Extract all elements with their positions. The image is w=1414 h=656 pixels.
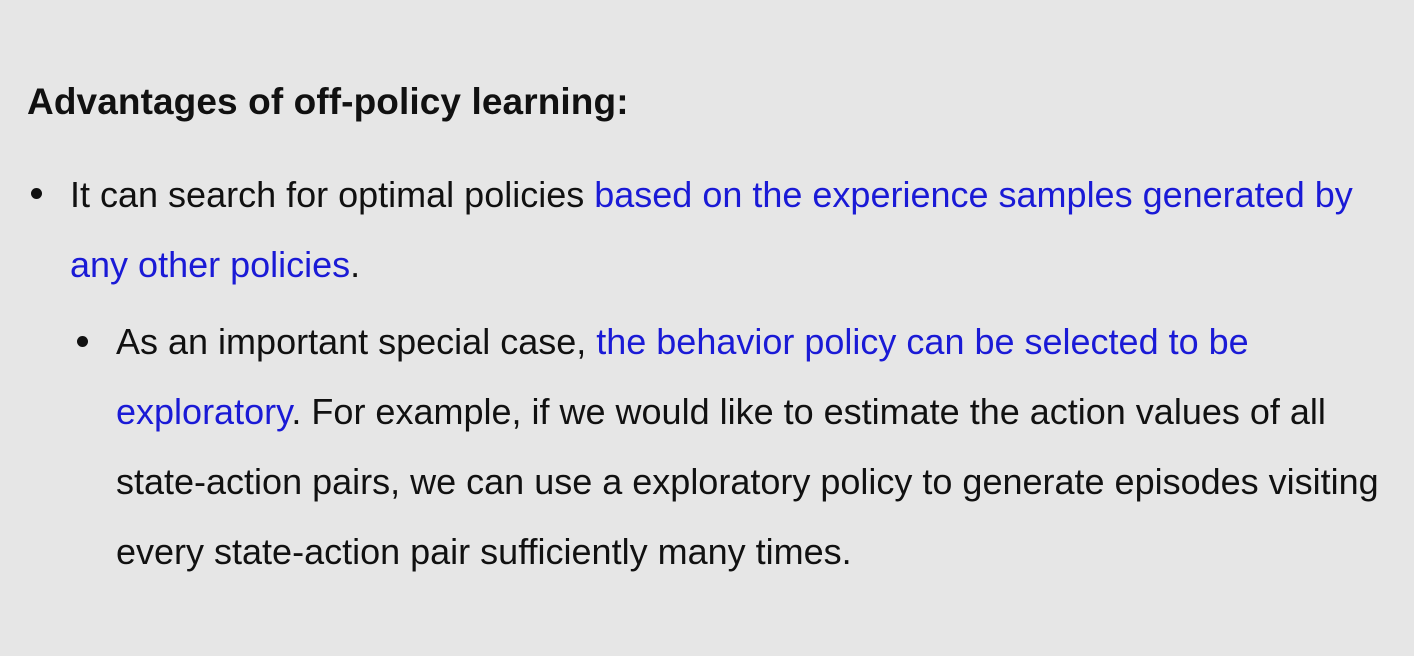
bullet-item: [70, 160, 1360, 300]
sub-bullet-marker-icon: [77, 336, 88, 347]
sub-bullet-item: [116, 307, 1396, 587]
slide-title: Advantages of off-policy learning:: [27, 81, 629, 122]
bullet-text: . For example, if we would like to estimate the action values of all state-action pairs, we can use a exploratory policy to generate episodes visiting every state-action pair sufficiently many times.: [116, 391, 1379, 572]
bullet-text: As an important special case,: [116, 321, 597, 362]
bullet-marker-icon: [31, 188, 42, 199]
bullet-highlight: based on the experience samples generated by any other policies: [70, 174, 1353, 285]
bullet-text: .: [350, 244, 361, 285]
bullet-text: It can search for optimal policies: [70, 174, 595, 215]
bullet-highlight: the behavior policy can be selected to be exploratory: [116, 321, 1249, 432]
